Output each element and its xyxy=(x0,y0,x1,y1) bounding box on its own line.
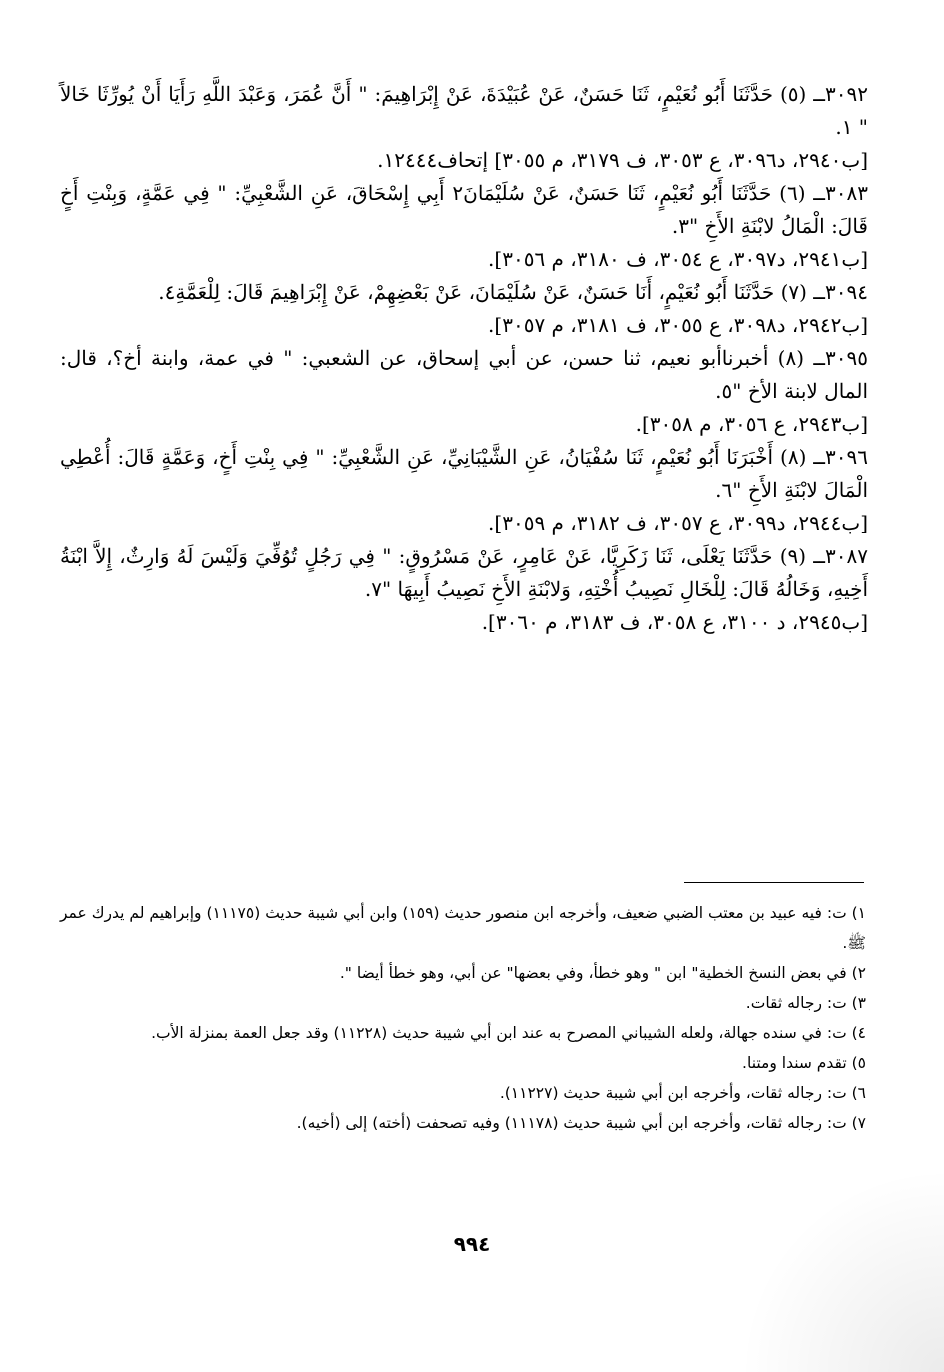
footnote-4: ٤) ت: في سنده جهالة، ولعله الشيباني المصرح به عند ابن أبي شيبة حديث (١١٢٢٨) وقد جعل العمة بمنزلة الأب. xyxy=(151,1024,866,1042)
footnote-7: ٧) ت: رجاله ثقات، وأخرجه ابن أبي شيبة حديث (١١١٧٨) وفيه تصحفت (أخته) إلى (أخيه). xyxy=(296,1114,866,1132)
reference-line: [ب٢٩٤١، د٣٠٩٧، ع ٣٠٥٤، ف ٣١٨٠، م ٣٠٥٦]. xyxy=(488,247,868,271)
hadith-3087: ٣٠٨٧ــ (٩) حَدَّثَنَا يَعْلَى، ثَنَا زَكَرِيَّا، عَنْ عَامِرٍ، عَنْ مَسْرُوقٍ: " فِي رَجُلٍ تُوُفِّيَ وَلَيْسَ لَهُ وَارِثٌ، إِلاَّ ابْنَةُ أَخِيهِ، وَخَالُهُ قَالَ: لِلْخَالِ نَصِيبُ أُخْتِهِ، وَلابْنَةِ الأَخِ نَصِيبُ أَبِيهَا "٧. xyxy=(60,544,868,601)
reference-line: [ب٢٩٤٢، د٣٠٩٨، ع ٣٠٥٥، ف ٣١٨١، م ٣٠٥٧]. xyxy=(488,313,868,337)
footnote-5: ٥) تقدم سندا ومتنا. xyxy=(742,1054,866,1072)
scan-noise xyxy=(734,1172,944,1372)
hadith-3095: ٣٠٩٥ــ (٨) أخبرناأبو نعيم، ثنا حسن، عن أبي إسحاق، عن الشعبي: " في عمة، وابنة أخ؟، قال: المال لابنة الأخ "٥. xyxy=(60,346,868,403)
footnote-1: ١) ت: فيه عبيد بن معتب الضبي ضعيف، وأخرجه ابن منصور حديث (١٥٩) وابن أبي شيبة حديث (١١١٧٥) وإبراهيم لم يدرك عمر ﷺ. xyxy=(60,904,866,952)
reference-line: [ب٢٩٤٣، ع ٣٠٥٦، م ٣٠٥٨]. xyxy=(635,412,868,436)
page-number: ٩٩٤ xyxy=(453,1232,491,1256)
footnote-3: ٣) ت: رجاله ثقات. xyxy=(745,994,866,1012)
footnotes xyxy=(60,898,866,1138)
reference-line: [ب٢٩٤٥، د ٣١٠٠، ع ٣٠٥٨، ف ٣١٨٣، م ٣٠٦٠]. xyxy=(481,610,868,634)
hadith-3094: ٣٠٩٤ــ (٧) حَدَّثَنَا أَبُو نُعَيْمٍ، أَنَا حَسَنٌ، عَنْ سُلَيْمَانَ، عَنْ بَعْضِهِمْ، عَنْ إِبْرَاهِيمَ قَالَ: لِلْعَمَّةِ٤. xyxy=(158,280,868,304)
hadith-3092: ٣٠٩٢ــ (٥) حَدَّثَنَا أَبُو نُعَيْمٍ، ثَنَا حَسَنٌ، عَنْ عُبَيْدَةَ، عَنْ إِبْرَاهِيمَ: " أَنَّ عُمَرَ، وَعَبْدَ اللَّهِ رَأَيَا أَنْ يُورِّثَا خَالاً " ١. xyxy=(60,82,868,139)
footnote-6: ٦) ت: رجاله ثقات، وأخرجه ابن أبي شيبة حديث (١١٢٢٧). xyxy=(499,1084,866,1102)
main-text xyxy=(60,78,868,639)
reference-line: [ب٢٩٤٤، د٣٠٩٩، ع ٣٠٥٧، ف ٣١٨٢، م ٣٠٥٩]. xyxy=(488,511,868,535)
hadith-3096: ٣٠٩٦ــ (٨) أَخْبَرَنَا أَبُو نُعَيْمٍ، ثَنَا سُفْيَانُ، عَنِ الشَّيْبَانِيِّ، عَنِ الشَّعْبِيِّ: " فِي بِنْتِ أَخٍ، وَعَمَّةٍ قَالَ: أُعْطِي الْمَالَ لابْنَةِ الأَخِ "٦. xyxy=(60,445,868,502)
hadith-3083: ٣٠٨٣ــ (٦) حَدَّثَنَا أَبُو نُعَيْمٍ، ثَنَا حَسَنٌ، عَنْ سُلَيْمَانَ٢ أَبِي إِسْحَاقَ، عَنِ الشَّعْبِيِّ: " فِي عَمَّةٍ، وَبِنْتِ أَخٍ قَالَ: الْمَالُ لابْنَةِ الأَخِ "٣. xyxy=(60,181,868,238)
reference-line: [ب٢٩٤٠، د٣٠٩٦، ع ٣٠٥٣، ف ٣١٧٩، م ٣٠٥٥] إتحاف١٢٤٤٤. xyxy=(377,148,868,172)
footnote-2: ٢) في بعض النسخ الخطية" ابن " وهو خطأ، وفي بعضها" عن أبي، وهو خطأ أيضا ". xyxy=(339,964,866,982)
footnote-divider xyxy=(684,882,864,883)
